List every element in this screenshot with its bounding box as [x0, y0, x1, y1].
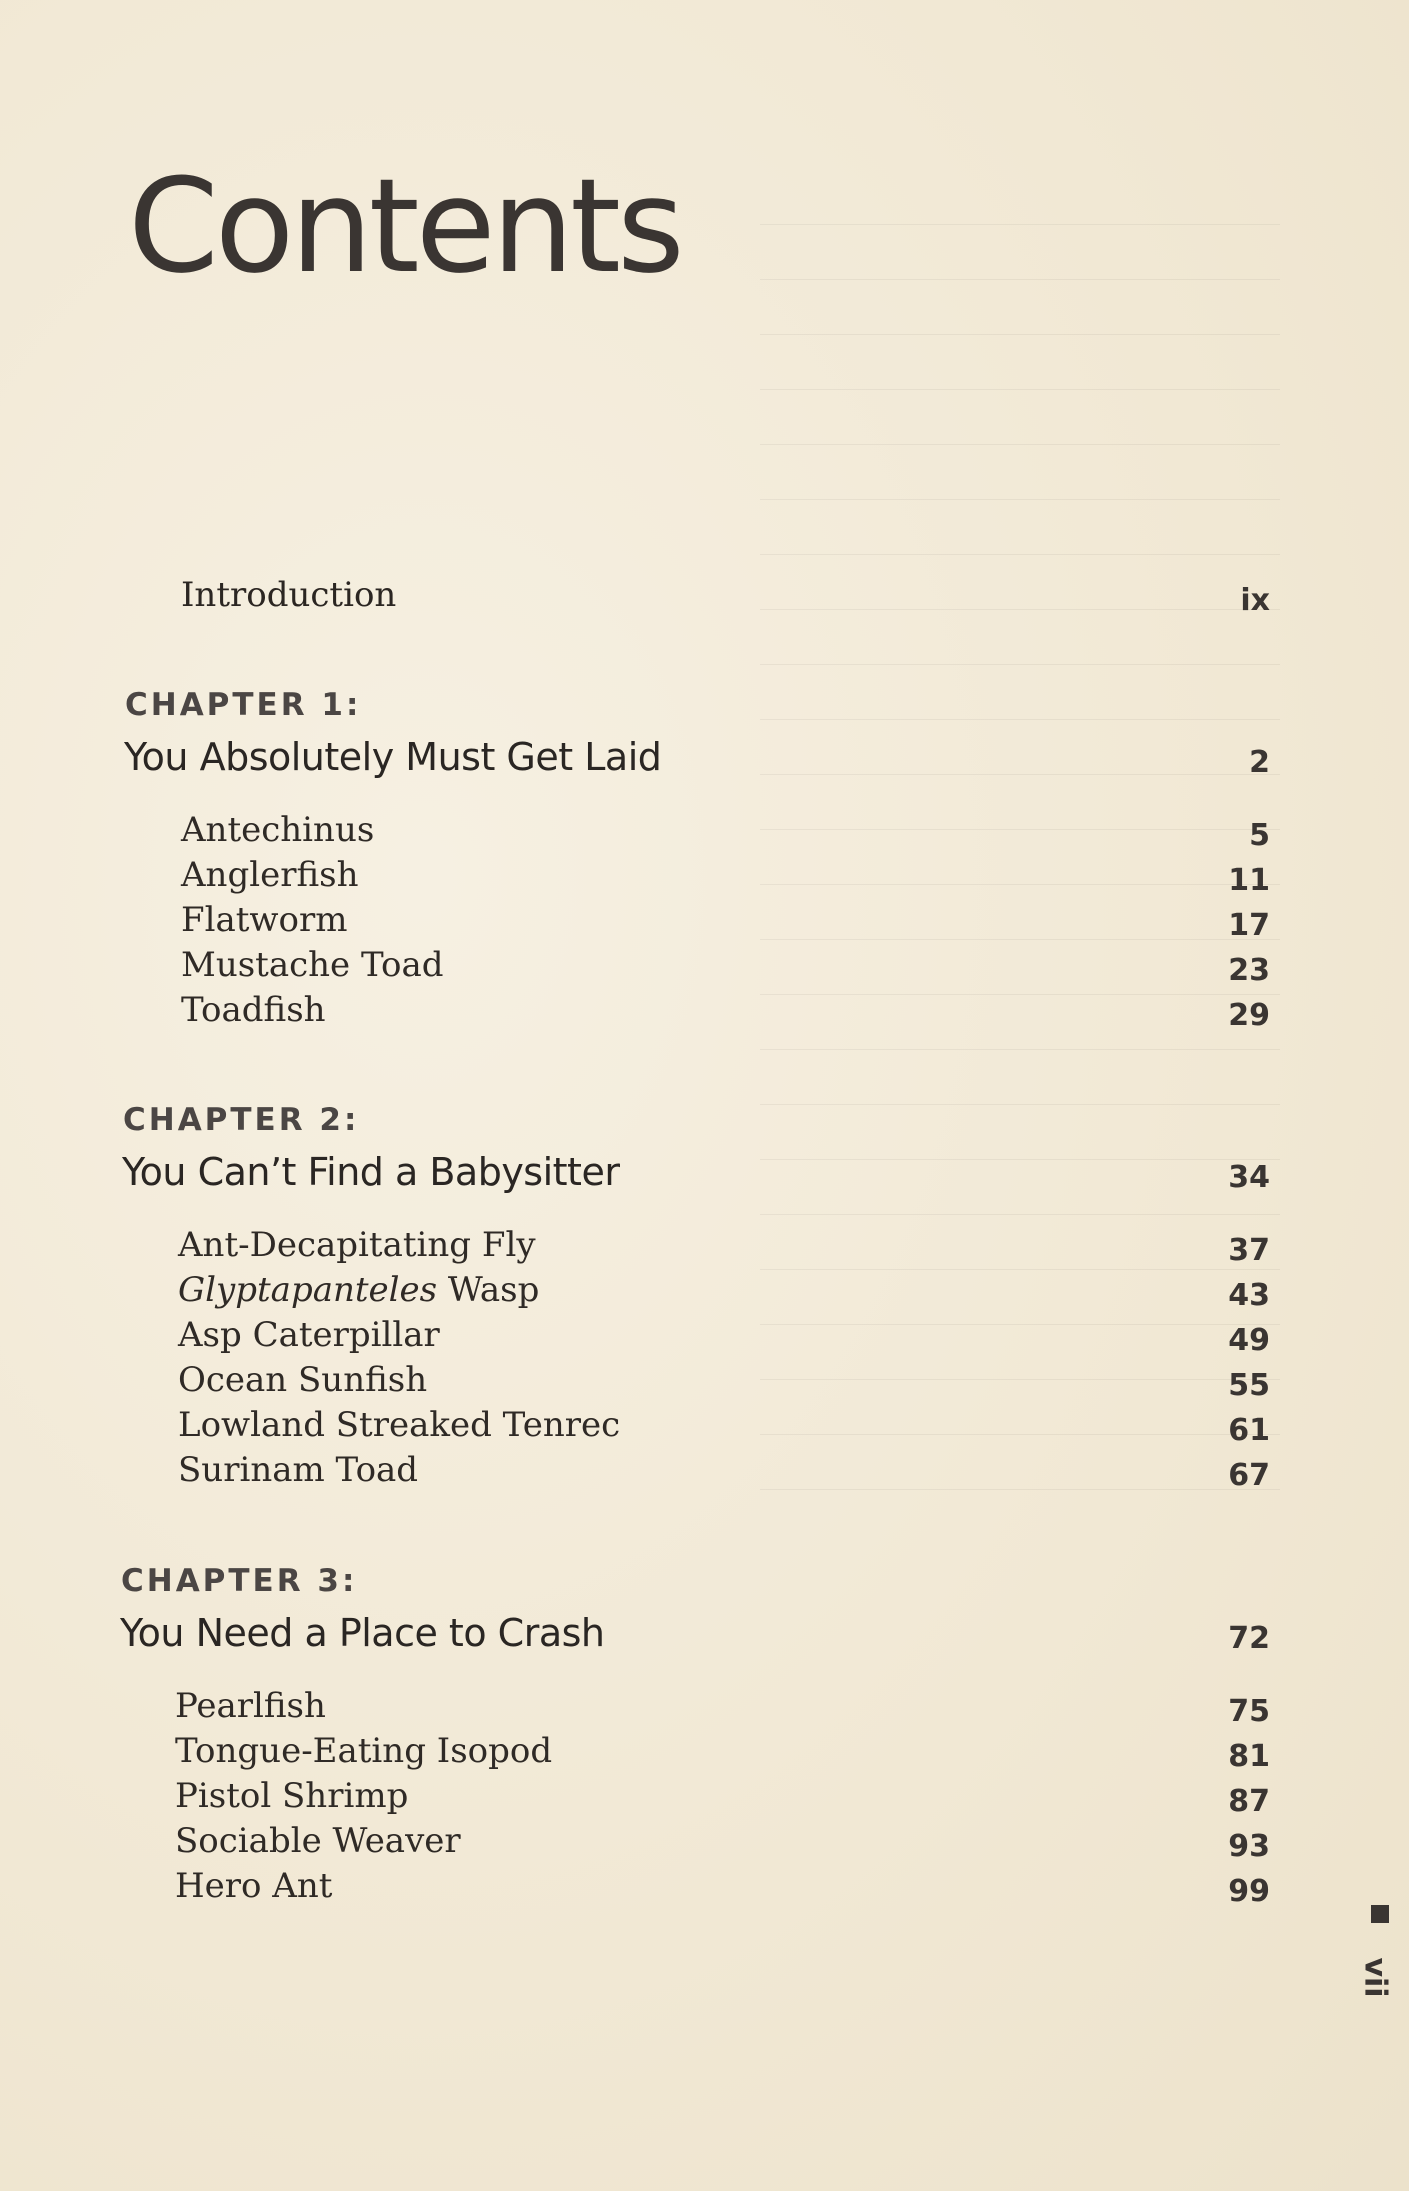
entry-page: 55 — [1228, 1368, 1270, 1403]
toc-entry — [0, 1270, 1270, 1318]
chapter-1-title-row — [0, 735, 1270, 783]
introduction-label: Introduction — [181, 575, 397, 615]
entry-page: 11 — [1228, 863, 1270, 898]
chapter-1-page: 2 — [1249, 745, 1270, 780]
toc-entry — [0, 1405, 1270, 1453]
toc-entry — [0, 1360, 1270, 1408]
entry-label: Pistol Shrimp — [175, 1776, 409, 1816]
toc-introduction — [0, 575, 1270, 623]
entry-label: Mustache Toad — [181, 945, 444, 985]
toc-entry — [0, 1821, 1270, 1869]
chapter-1-title: You Absolutely Must Get Laid — [124, 735, 662, 779]
toc-entry — [0, 1686, 1270, 1734]
entry-label — [178, 1270, 539, 1310]
toc-entry — [0, 945, 1270, 993]
entry-label: Flatworm — [181, 900, 348, 940]
page-title: Contents — [128, 150, 681, 302]
entry-label-rest: Wasp — [437, 1270, 540, 1310]
chapter-2-title-row — [0, 1150, 1270, 1198]
entry-label: Tongue-Eating Isopod — [175, 1731, 553, 1771]
entry-page: 81 — [1228, 1739, 1270, 1774]
entry-label: Antechinus — [181, 810, 375, 850]
chapter-2-head: CHAPTER 2: — [123, 1102, 360, 1138]
folio-square-mark — [1371, 1905, 1389, 1923]
chapter-3-page: 72 — [1228, 1621, 1270, 1656]
entry-label: Anglerfish — [181, 855, 359, 895]
entry-page: 99 — [1228, 1874, 1270, 1909]
entry-page: 23 — [1228, 953, 1270, 988]
entry-label: Ocean Sunfish — [178, 1360, 428, 1400]
entry-label: Hero Ant — [175, 1866, 333, 1906]
entry-label: Sociable Weaver — [175, 1821, 461, 1861]
entry-page: 49 — [1228, 1323, 1270, 1358]
entry-label: Lowland Streaked Tenrec — [178, 1405, 621, 1445]
toc-entry — [0, 1225, 1270, 1273]
page-folio: vii — [1357, 1957, 1393, 1998]
toc-entry — [0, 1731, 1270, 1779]
entry-label-italic: Glyptapanteles — [178, 1270, 438, 1310]
toc-entry — [0, 1315, 1270, 1363]
chapter-3-head: CHAPTER 3: — [121, 1563, 358, 1599]
entry-page: 17 — [1228, 908, 1270, 943]
entry-label: Asp Caterpillar — [178, 1315, 440, 1355]
entry-page: 87 — [1228, 1784, 1270, 1819]
toc-entry — [0, 1866, 1270, 1914]
entry-page: 93 — [1228, 1829, 1270, 1864]
toc-entry — [0, 810, 1270, 858]
chapter-2-title: You Can’t Find a Babysitter — [122, 1150, 620, 1194]
entry-page: 37 — [1228, 1233, 1270, 1268]
chapter-3-title: You Need a Place to Crash — [120, 1611, 605, 1655]
entry-label: Pearlfish — [175, 1686, 326, 1726]
entry-label: Toadfish — [181, 990, 326, 1030]
entry-page: 61 — [1228, 1413, 1270, 1448]
toc-entry — [0, 990, 1270, 1038]
toc-entry — [0, 1450, 1270, 1498]
chapter-2-page: 34 — [1228, 1160, 1270, 1195]
entry-label: Ant-Decapitating Fly — [178, 1225, 536, 1265]
entry-page: 67 — [1228, 1458, 1270, 1493]
chapter-1-head: CHAPTER 1: — [125, 687, 362, 723]
entry-label: Surinam Toad — [178, 1450, 419, 1490]
toc-entry — [0, 1776, 1270, 1824]
entry-page: 75 — [1228, 1694, 1270, 1729]
introduction-page: ix — [1240, 583, 1270, 618]
toc-entry — [0, 900, 1270, 948]
entry-page: 5 — [1249, 818, 1270, 853]
chapter-3-title-row — [0, 1611, 1270, 1659]
entry-page: 29 — [1228, 998, 1270, 1033]
entry-page: 43 — [1228, 1278, 1270, 1313]
toc-entry — [0, 855, 1270, 903]
